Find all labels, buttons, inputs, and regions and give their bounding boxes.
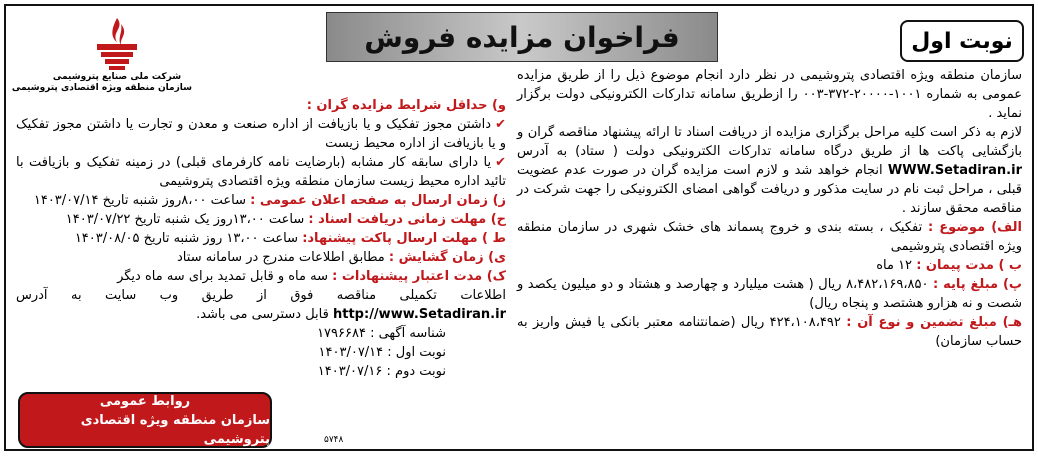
requirement-1-text: داشتن مجوز تفکیک و یا بازیافت از اداره صنعت و معدن و تجارت یا داشتن مجوز تفکیک و یا بازیافت از اداره محیط زیست: [16, 117, 506, 151]
validity-label: ک) مدت اعتبار پیشنهادات :: [332, 269, 506, 284]
document-deadline-item: [16, 210, 506, 229]
publish-time-item: [16, 191, 506, 210]
page-title: فراخوان مزایده فروش: [364, 20, 680, 54]
flame-logo-icon: [89, 14, 145, 72]
ad-id: شناسه آگهی : ۱۷۹۶۶۸۴: [317, 326, 446, 341]
more-info-website-link[interactable]: http://www.Setadiran.ir: [333, 307, 506, 322]
more-info: [16, 286, 506, 324]
requirement-2-text: یا دارای سابقه کار مشابه (بارضایت نامه کارفرمای قبلی) در زمینه تفکیک و بازیافت با تائید اداره محیط زیست سازمان منطقه ویژه اقتصادی پتروشیمی: [16, 155, 506, 189]
base-price-value: ۸،۴۸۲،۱۶۹،۸۵۰ ریال ( هشت میلیارد و چهارصد و هشتاد و دو میلیون یکصد و شصت و نه هزارو هشتصد و پنجاه ریال): [517, 277, 1022, 311]
second-publication: نوبت دوم : ۱۴۰۳/۰۷/۱۶: [317, 364, 446, 379]
guarantee-item: [517, 313, 1022, 351]
checkmark-icon: ✔: [495, 117, 506, 132]
intro-paragraph: سازمان منطقه ویژه اقتصادی پتروشیمی در نظر دارد انجام موضوع ذیل را از طریق مزایده عمومی به شماره ۱۰۰۱-۲۰۰۰۰-۳۷۲-۰۰۳ را ازطریق سامانه تدارکات الکترونیکی دولت برگزار نماید .: [517, 68, 1022, 121]
publish-time-value: ساعت ۸،۰۰روز شنبه تاریخ ۱۴۰۳/۰۷/۱۴: [33, 193, 246, 208]
subject-value: تفکیک ، بسته بندی و خروج پسماند های خشک شهری در سازمان منطقه ویژه اقتصادی پتروشیمی: [517, 220, 1022, 254]
logo-text-1: شرکت ملی صنایع پتروشیمی: [52, 72, 182, 82]
logo-text-2: سازمان منطقه ویژه اقتصادی پتروشیمی: [11, 83, 192, 93]
requirement-2: [16, 153, 506, 191]
company-logo: [11, 14, 192, 104]
requirement-1: [16, 115, 506, 153]
bid-deadline-value: ساعت ۱۳،۰۰ روز شنبه تاریخ ۱۴۰۳/۰۸/۰۵: [74, 231, 299, 246]
notice-paragraph: [517, 123, 1022, 218]
right-column: [517, 66, 1022, 351]
public-relations-title: روابط عمومی: [99, 393, 191, 409]
requirements-title: و) حداقل شرایط مزایده گران :: [306, 98, 506, 113]
validity-value: سه ماه و قابل تمدید برای سه ماه دیگر: [117, 269, 328, 284]
subject-item: [517, 218, 1022, 256]
guarantee-value: ۴۲۴،۱۰۸،۴۹۲ ریال (ضمانتنامه معتبر بانکی یا فیش واریز به حساب سازمان): [517, 315, 1022, 349]
bid-deadline-item: [16, 229, 506, 248]
public-relations-org: سازمان منطقه ویژه اقتصادی پتروشیمی: [80, 412, 270, 447]
first-publication: نوبت اول : ۱۴۰۳/۰۷/۱۴: [318, 345, 446, 360]
opening-time-label: ی) زمان گشایش :: [388, 250, 506, 265]
tender-notice: [4, 4, 1034, 451]
duration-label: ب ) مدت پیمان :: [916, 258, 1022, 273]
subject-label: الف) موضوع :: [927, 220, 1022, 235]
left-column: [16, 96, 506, 381]
notice-text-2: انجام خواهد شد و لازم است مزایده گران در صورت عدم عضویت قبلی ، مراحل ثبت نام در سایت مذکور و دریافت گواهی امضای الکترونیکی را جهت شرکت در مناقصه محقق سازند .: [517, 163, 1022, 216]
guarantee-label: هـ) مبلغ تضمین و نوع آن :: [846, 315, 1022, 330]
edition-badge: نوبت اول: [900, 20, 1024, 62]
opening-time-item: [16, 248, 506, 267]
notice-text-1: لازم به ذکر است کلیه مراحل برگزاری مزایده از دریافت اسناد تا ارائه پیشنهاد مناقصه گران و بازگشایی پاکت ها از طریق درگاه سامانه تدارکات الکترونیکی دولت ( ستاد) به آدرس: [517, 125, 1022, 159]
more-info-text-1: اطلاعات تکمیلی مناقصه فوق از طریق وب سایت به آدرس: [16, 288, 506, 303]
document-deadline-value: ساعت ۱۳،۰۰روز یک شنبه تاریخ ۱۴۰۳/۰۷/۲۲: [65, 212, 305, 227]
more-info-text-2: قابل دسترسی می باشد.: [196, 307, 329, 322]
ad-code: ۵۷۴۸: [324, 435, 344, 445]
title-banner: [326, 12, 718, 62]
opening-time-value: مطابق اطلاعات مندرج در سامانه ستاد: [177, 250, 385, 265]
notice-website-link[interactable]: WWW.Setadiran.ir: [887, 163, 1022, 178]
publish-time-label: ز) زمان ارسال به صفحه اعلان عمومی :: [250, 193, 506, 208]
bid-deadline-label: ط ) مهلت ارسال پاکت پیشنهاد:: [302, 231, 506, 246]
checkmark-icon: ✔: [495, 155, 506, 170]
base-price-item: [517, 275, 1022, 313]
document-deadline-label: ح) مهلت زمانی دریافت اسناد :: [308, 212, 506, 227]
duration-item: [517, 256, 1022, 275]
base-price-label: پ) مبلغ پایه :: [933, 277, 1023, 292]
duration-value: ۱۲ ماه: [876, 258, 913, 273]
public-relations-box: [18, 392, 272, 448]
validity-item: [16, 267, 506, 286]
